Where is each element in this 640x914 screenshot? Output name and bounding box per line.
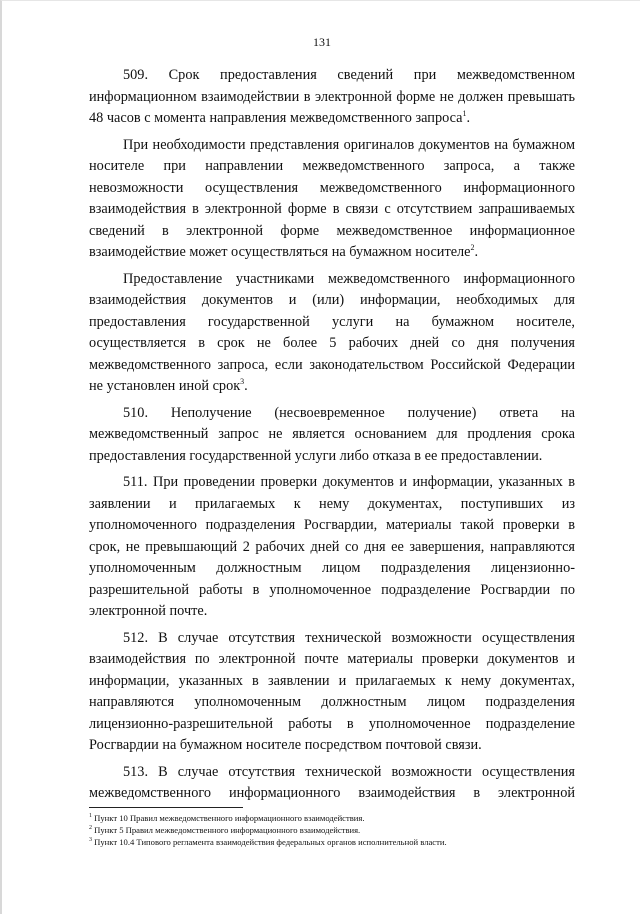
footnote-text: Пункт 10.4 Типового регламента взаимодействия федеральных органов исполнительной власти. xyxy=(94,837,447,848)
footnote-number: 2 xyxy=(89,825,92,832)
footnote-ref[interactable]: 2 xyxy=(470,243,475,253)
paragraph-text: 509. Срок предоставления сведений при межведомственном информационном взаимодействии в электронной форме не должен превышать 48 часов с момента направления межведомственного запроса xyxy=(89,67,575,126)
paragraph-509-paper: При необходимости представления оригиналов документов на бумажном носителе при направлении межведомственного запроса, а также невозможности осуществления межведомственного информационного взаимодействия в электронной форме в связи с отсутствием запрашиваемых сведений в электронной форме межведомственное информационное взаимодействие может осуществляться на бумажном носителе$^2$. xyxy=(89,136,575,260)
footnote-item xyxy=(89,824,589,836)
footnote-ref[interactable]: 1 xyxy=(462,109,467,119)
paragraph-509: 509. Срок предоставления сведений при межведомственном информационном взаимодействии в электронной форме не должен превышать 48 часов с момента направления межведомственного запроса$^1$. xyxy=(89,67,575,126)
paragraph-511: 511. При проведении проверки документов и информации, указанных в заявлении и прилагаемых к нему документах, поступивших из уполномоченного подразделения Росгвардии, материалы такой проверки в срок, не превышающий 2 рабочих дней со дня ее завершения, направляются уполномоченным должностным лицом подразделения лицензионно-разрешительной работы в уполномоченное подразделение Росгвардии по электронной почте. xyxy=(89,474,575,619)
footnote-ref[interactable]: 3 xyxy=(240,377,245,387)
footnotes xyxy=(89,812,589,849)
page-number: 131 xyxy=(313,35,331,49)
footnote-item xyxy=(89,836,589,848)
paragraph-512: 512. В случае отсутствия технической возможности осуществления взаимодействия по электронной почте материалы проверки документов и информации, указанных в заявлении и прилагаемых к нему документах, направляются уполномоченным должностным лицом подразделения лицензионно-разрешительной работы в уполномоченное подразделение Росгвардии на бумажном носителе посредством почтовой связи. xyxy=(89,629,575,753)
paragraph-text: Предоставление участниками межведомственного информационного взаимодействия документов и (или) информации, необходимых для предоставления государственной услуги на бумажном носителе, осуществляется в срок не более 5 рабочих дней со дня получения межведомственного запроса, если законодательством Российской Федерации не установлен иной срок xyxy=(89,270,575,394)
footnote-number: 3 xyxy=(89,837,92,844)
footnote-number: 1 xyxy=(89,813,92,820)
paragraph-510: 510. Неполучение (несвоевременное получение) ответа на межведомственный запрос не является основанием для продления срока предоставления государственной услуги либо отказа в ее предоставлении. xyxy=(89,404,575,464)
paragraph-513: 513. В случае отсутствия технической возможности осуществления межведомственного информационного взаимодействия в электронной xyxy=(89,763,575,801)
footnote-item xyxy=(89,812,589,824)
footnote-text: Пункт 10 Правил межведомственного информационного взаимодействия. xyxy=(94,813,365,823)
paragraph-509-deadline: Предоставление участниками межведомственного информационного взаимодействия документов и (или) информации, необходимых для предоставления государственной услуги на бумажном носителе, осуществляется в срок не более 5 рабочих дней со дня получения межведомственного запроса, если законодательством Российской Федерации не установлен иной срок$^3$. xyxy=(89,270,575,394)
footnote-divider xyxy=(89,807,243,808)
footnote-text: Пункт 5 Правил межведомственного информационного взаимодействия. xyxy=(94,825,361,836)
document-body xyxy=(89,65,575,805)
paragraph-text: При необходимости представления оригиналов документов на бумажном носителе при направлении межведомственного запроса, а также невозможности осуществления межведомственного информационного взаимодействия в электронной форме в связи с отсутствием запрашиваемых сведений в электронной форме межведомственное информационное взаимодействие может осуществляться на бумажном носителе xyxy=(89,136,575,260)
